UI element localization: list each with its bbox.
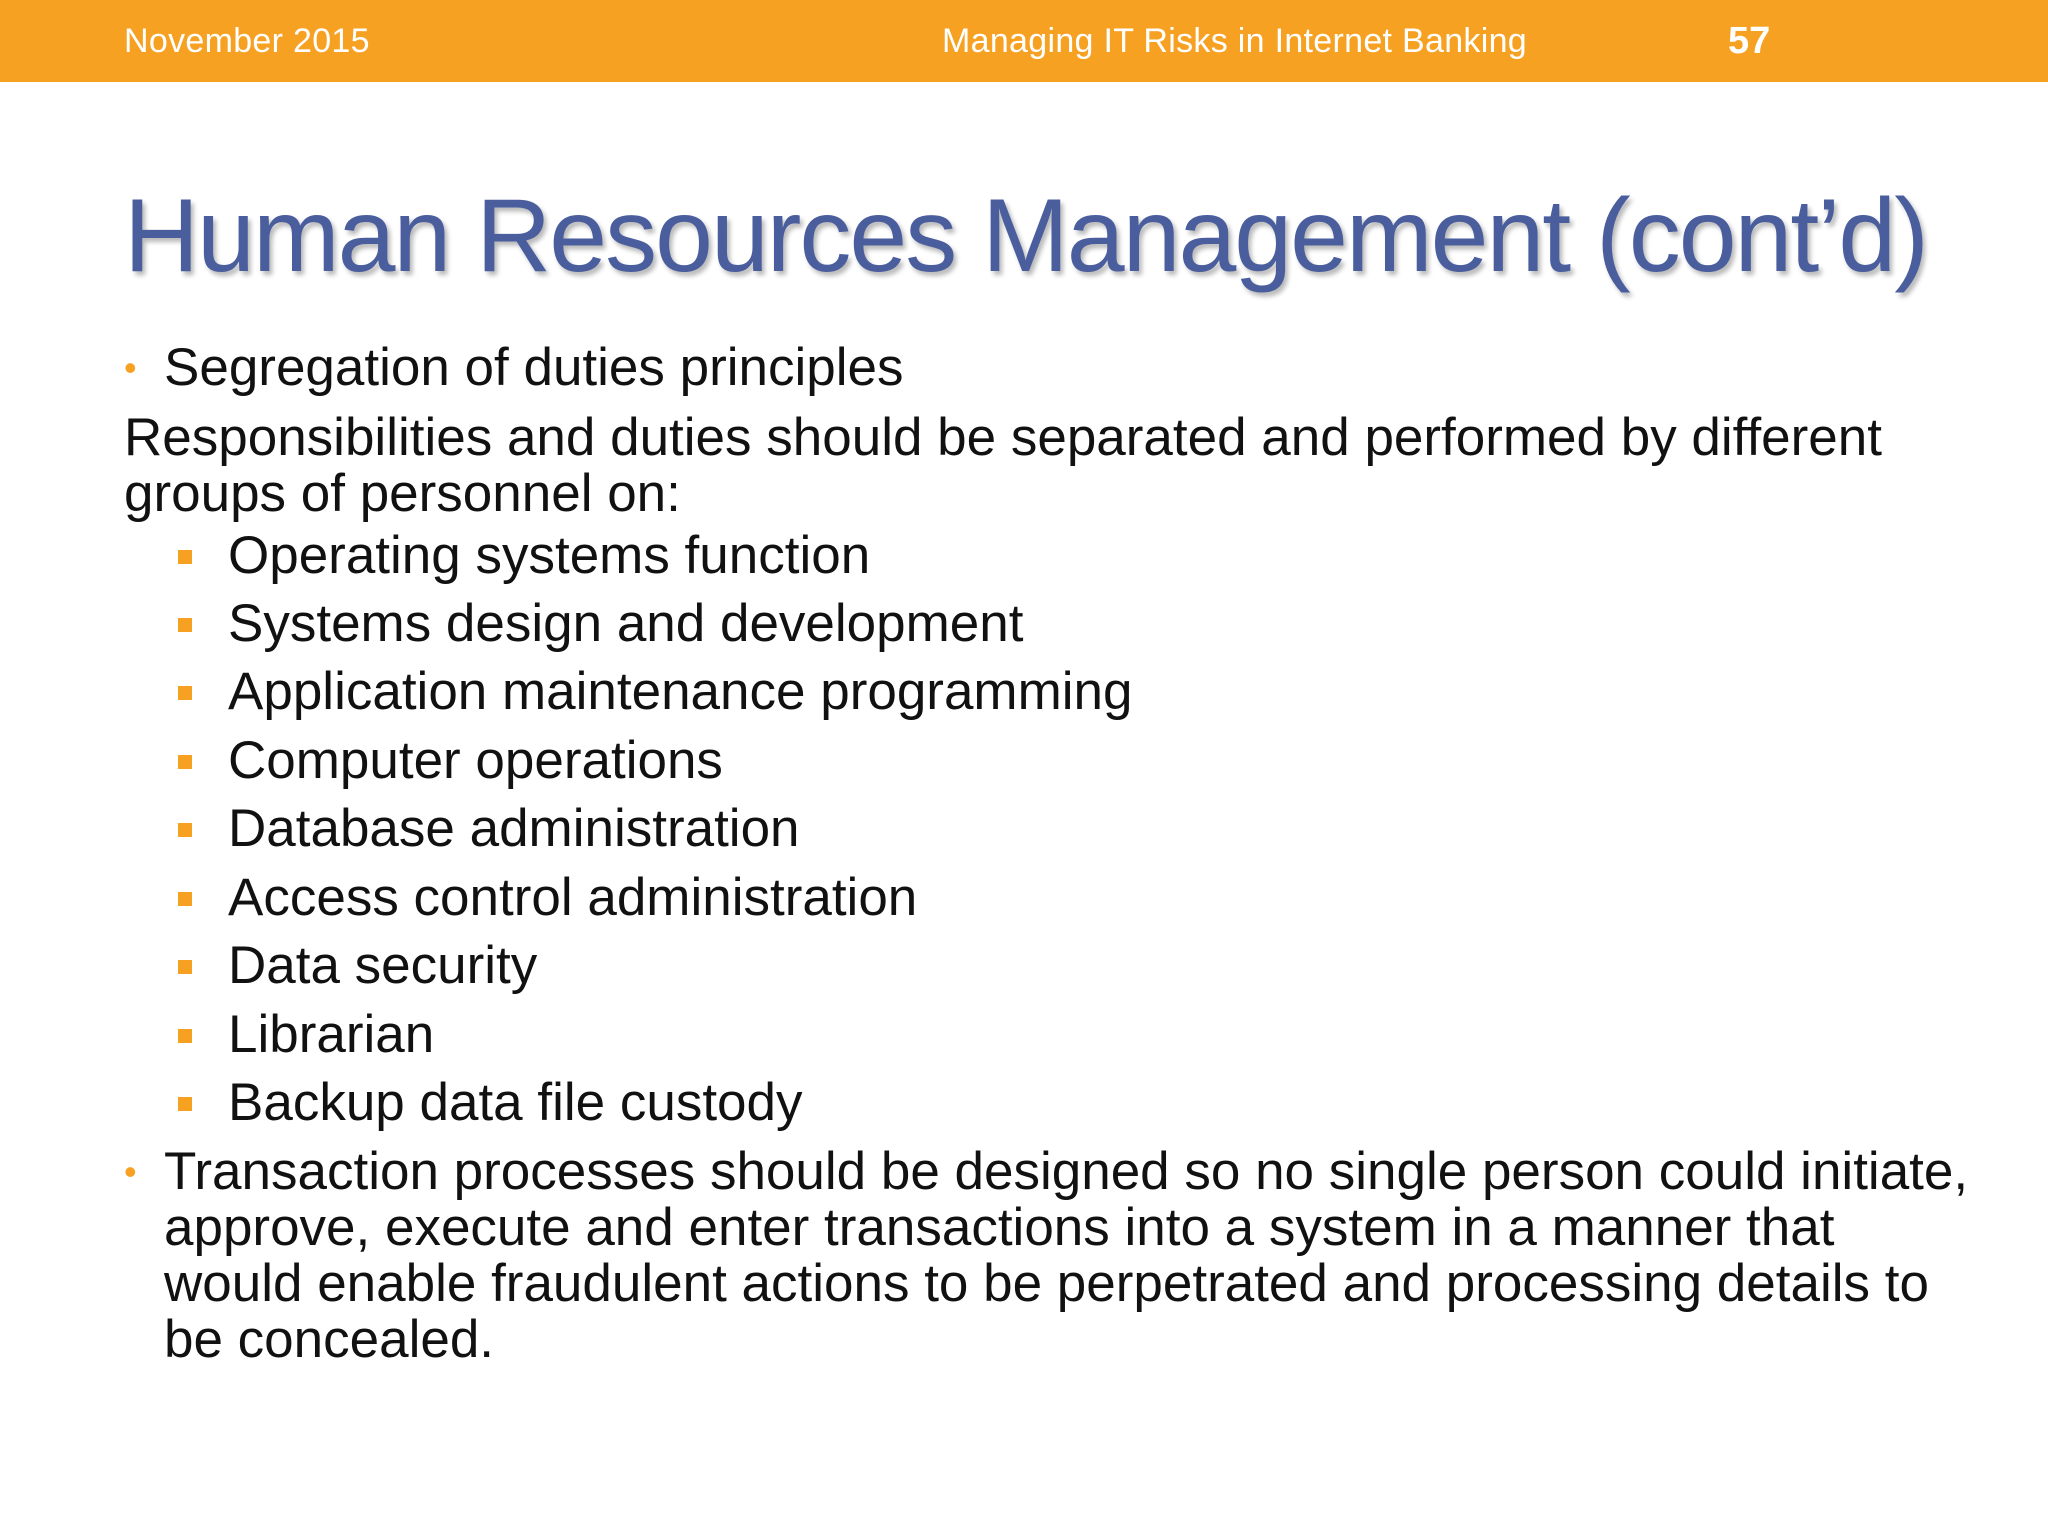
square-bullet-icon — [178, 618, 192, 632]
list-item-text: Librarian — [228, 1005, 435, 1064]
list-item-text: Computer operations — [228, 731, 723, 790]
list-item-text: Data security — [228, 936, 538, 995]
square-bullet-icon — [178, 686, 192, 700]
list-item-text: Backup data file custody — [228, 1073, 803, 1132]
bullet-text: Segregation of duties principles — [164, 338, 904, 397]
paragraph: Responsibilities and duties should be separated and performed by different groups of personnel on: — [124, 408, 1882, 523]
bullet-dot-icon: • — [124, 347, 137, 388]
list-item-text: Database administration — [228, 799, 800, 858]
slide-title: Human Resources Management (cont’d) — [124, 178, 1927, 294]
header-bar — [0, 0, 2048, 82]
header-date: November 2015 — [124, 22, 370, 60]
square-bullet-icon — [178, 823, 192, 837]
header-deck-title: Managing IT Risks in Internet Banking — [942, 22, 1527, 60]
list-item-text: Access control administration — [228, 868, 918, 927]
square-bullet-icon — [178, 892, 192, 906]
square-bullet-icon — [178, 755, 192, 769]
square-bullet-icon — [178, 960, 192, 974]
square-bullet-icon — [178, 550, 192, 564]
list-item-text: Operating systems function — [228, 526, 871, 585]
bullet-text: Transaction processes should be designed so no single person could initiate, approve, execute and enter transactions into a system in a manner that would enable fraudulent actions to be perpetrated and processing details to be concealed. — [164, 1142, 1969, 1369]
square-bullet-icon — [178, 1029, 192, 1043]
list-item-text: Application maintenance programming — [228, 662, 1133, 721]
list-item-text: Systems design and development — [228, 594, 1024, 653]
bullet-dot-icon: • — [124, 1151, 137, 1192]
square-bullet-icon — [178, 1097, 192, 1111]
page-number: 57 — [1728, 20, 1771, 62]
